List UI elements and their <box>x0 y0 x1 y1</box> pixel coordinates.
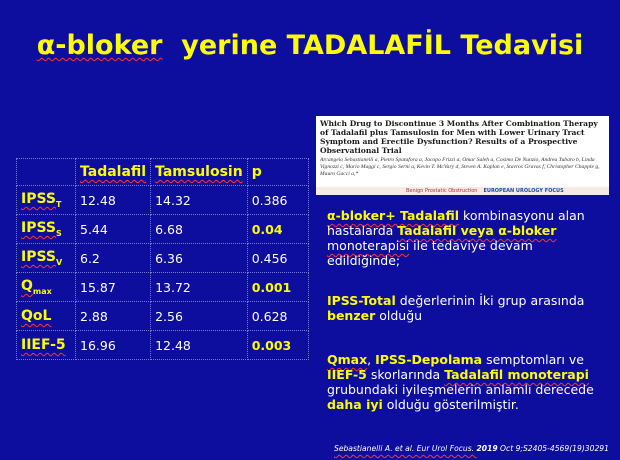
cell-p-value <box>247 302 308 331</box>
header-p: p <box>247 159 308 186</box>
article-screenshot <box>316 116 609 195</box>
cell-tamsulosin-text: 13.72 <box>155 279 191 295</box>
article-authors: Arcangelo Sebastianelli a, Pietro Spatafora a, Jacopo Frizzi a, Omar Saleh a, Cosimo De Nunzio, Andrea Tubaro b, Linda Vignozzi c, Mario Maggi c, Sergio Serni a, Kevin T. McVary d, Steven A. Kaplan e, Stavros Gravas f, Christopher Chapple g, Mauro Gacci a,* <box>320 157 600 177</box>
cell-p-value-text: 0.628 <box>251 308 288 324</box>
citation-rest: Oct 9;S2405-4569(19)30291 <box>497 444 609 453</box>
row-label <box>17 244 76 273</box>
row-label <box>17 302 76 331</box>
p1-e: ile tedaviye devam edildiğinde; <box>327 238 533 268</box>
p1-c: Tadalafil veya α-bloker <box>397 223 557 238</box>
citation-year: 2019 <box>476 444 498 453</box>
table-row <box>17 215 309 244</box>
slide-title <box>0 30 620 61</box>
cell-tamsulosin <box>151 244 248 273</box>
row-label <box>17 273 76 302</box>
cell-tadalafil-text: 12.48 <box>80 192 116 208</box>
citation-authors: Sebastianelli A. et al. Eur Urol Focus. <box>334 444 477 453</box>
cell-p-value-text: 0.003 <box>251 337 292 353</box>
row-label <box>17 331 76 360</box>
cell-tadalafil-text: 6.2 <box>80 250 100 266</box>
p2-a: IPSS-Total <box>327 293 396 308</box>
cell-p-value-text: 0.001 <box>251 279 292 295</box>
p2-b: değerlerinin İki grup arasında <box>395 293 585 308</box>
article-band <box>316 187 609 195</box>
row-label-text: Q <box>21 278 33 295</box>
row-label-text: IPSS <box>21 249 57 266</box>
p1-d: monoterapisi <box>327 238 410 253</box>
cell-tamsulosin <box>151 215 248 244</box>
cell-tamsulosin <box>151 302 248 331</box>
row-label-text: IPSS <box>21 191 57 208</box>
article-journal: EUROPEAN UROLOGY FOCUS <box>483 188 564 194</box>
cell-p-value <box>247 186 308 215</box>
table-row <box>17 273 309 302</box>
p3-d: semptomları ve <box>482 352 584 367</box>
table-header-row <box>17 159 309 186</box>
row-label-text: IIEF-5 <box>21 337 66 353</box>
cell-tamsulosin <box>151 273 248 302</box>
row-label <box>17 186 76 215</box>
table-row <box>17 302 309 331</box>
cell-tadalafil-text: 5.44 <box>80 221 108 237</box>
p3-e: IIEF-5 <box>327 367 367 382</box>
title-alpha-bloker: α-bloker <box>36 30 163 61</box>
row-label-subscript: V <box>56 257 63 267</box>
p3-a: Qmax <box>327 352 368 367</box>
citation <box>334 444 609 453</box>
header-tamsulosin: Tamsulosin <box>151 159 248 186</box>
p3-g: Tadalafil monoterapi <box>444 367 589 382</box>
row-label <box>17 215 76 244</box>
cell-p-value <box>247 273 308 302</box>
cell-tamsulosin-text: 6.68 <box>155 221 183 237</box>
cell-p-value-text: 0.456 <box>251 250 288 266</box>
cell-tadalafil <box>76 302 151 331</box>
table-row <box>17 186 309 215</box>
cell-tadalafil-text: 16.96 <box>80 337 116 353</box>
row-label-text: IPSS <box>21 220 57 237</box>
cell-tamsulosin-text: 2.56 <box>155 308 183 324</box>
cell-tamsulosin-text: 14.32 <box>155 192 191 208</box>
cell-p-value <box>247 244 308 273</box>
cell-p-value <box>247 331 308 360</box>
p2-d: olduğu <box>375 308 423 323</box>
cell-tamsulosin <box>151 186 248 215</box>
p2-c: benzer <box>327 308 376 323</box>
cell-tamsulosin-text: 6.36 <box>155 250 183 266</box>
header-tadalafil: Tadalafil <box>76 159 151 186</box>
cell-tadalafil <box>76 273 151 302</box>
cell-p-value-text: 0.04 <box>251 221 283 237</box>
paragraph-qmax <box>327 352 607 412</box>
p3-f: skorlarında <box>366 367 445 382</box>
paragraph-ipss-total <box>327 293 607 323</box>
row-label-subscript: T <box>56 199 62 209</box>
p3-h: grubundaki iyileşmelerin anlamlı derecede <box>327 382 594 397</box>
paragraph-combination <box>327 208 607 268</box>
p3-c: IPSS-Depolama <box>375 352 483 367</box>
p3-j: olduğu gösterilmiştir. <box>382 397 519 412</box>
p3-i: daha iyi <box>327 397 383 412</box>
cell-p-value <box>247 215 308 244</box>
table-row <box>17 331 309 360</box>
cell-tamsulosin-text: 12.48 <box>155 337 191 353</box>
cell-tadalafil <box>76 244 151 273</box>
cell-tadalafil <box>76 186 151 215</box>
header-empty <box>17 159 76 186</box>
cell-tadalafil <box>76 331 151 360</box>
results-table <box>16 158 309 360</box>
cell-tamsulosin <box>151 331 248 360</box>
p3-b: , <box>367 352 376 367</box>
table-row <box>17 244 309 273</box>
cell-tadalafil <box>76 215 151 244</box>
article-section: Benign Prostatic Obstruction <box>406 188 478 194</box>
cell-tadalafil-text: 2.88 <box>80 308 108 324</box>
article-title: Which Drug to Discontinue 3 Months After Combination Therapy of Tadalafil plus Tamsulosin for Men with Lower Urinary Tract Symptom and Erectile Dysfunction? Results of a Prospective Observational Trial <box>320 119 598 155</box>
cell-tadalafil-text: 15.87 <box>80 279 116 295</box>
row-label-text: QoL <box>21 308 52 324</box>
p1-a: α-bloker+ Tadalafil <box>327 208 460 223</box>
cell-p-value-text: 0.386 <box>251 192 288 208</box>
p1-b: kombinasyonu alan hastalarda <box>327 208 585 238</box>
title-rest: yerine TADALAFİL Tedavisi <box>162 30 584 61</box>
row-label-subscript: S <box>56 228 62 238</box>
row-label-subscript: max <box>32 286 52 296</box>
